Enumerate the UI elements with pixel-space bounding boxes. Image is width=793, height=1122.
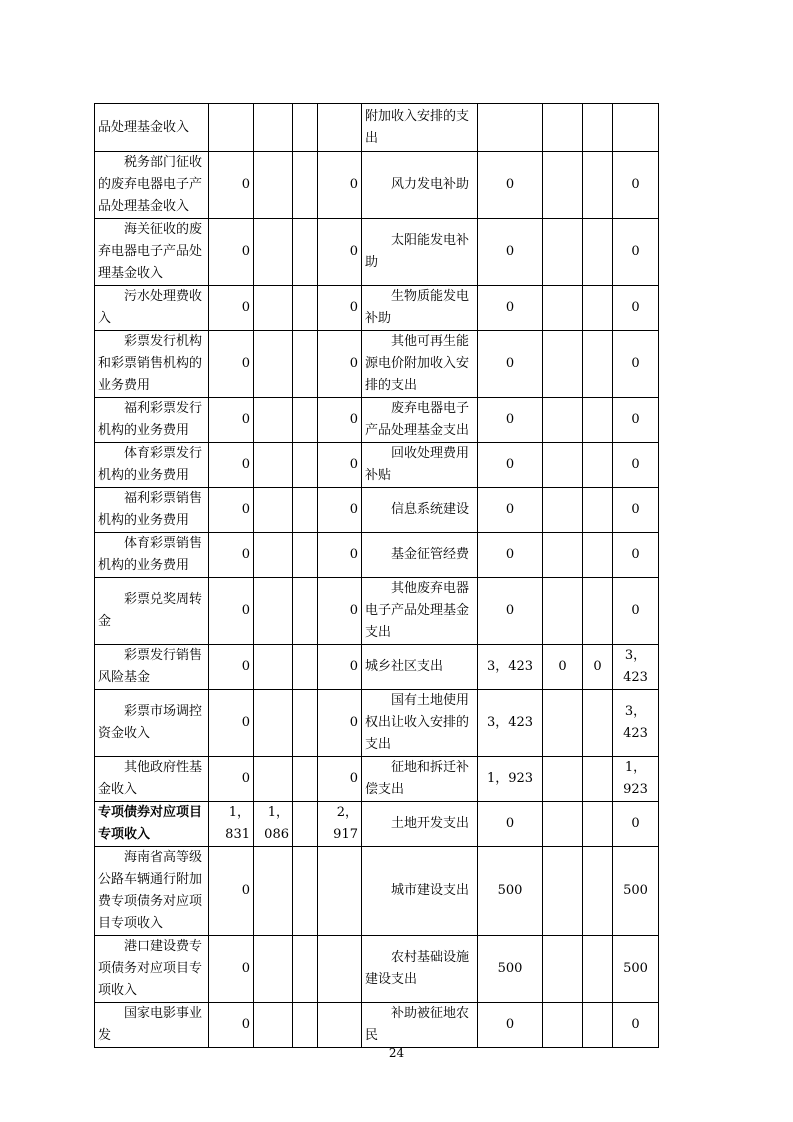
right-value-cell <box>543 104 583 152</box>
left-value-cell <box>293 936 318 1003</box>
left-value-cell <box>254 104 293 152</box>
left-value-cell <box>293 533 318 578</box>
left-value-cell: 0 <box>209 690 254 757</box>
left-value-cell <box>254 645 293 690</box>
left-value-cell: 0 <box>209 757 254 802</box>
right-value-cell <box>583 936 613 1003</box>
left-label-cell: 专项债券对应项目专项收入 <box>95 802 209 847</box>
right-value-cell <box>583 398 613 443</box>
right-value-cell: 3，423 <box>478 690 543 757</box>
left-value-cell: 0 <box>318 219 362 286</box>
table-row <box>95 398 659 443</box>
left-value-cell <box>209 104 254 152</box>
left-label-cell: 福利彩票发行机构的业务费用 <box>95 398 209 443</box>
left-label-cell: 体育彩票销售机构的业务费用 <box>95 533 209 578</box>
table-row <box>95 331 659 398</box>
left-value-cell: 0 <box>318 757 362 802</box>
right-label-cell: 风力发电补助 <box>362 152 478 219</box>
table-row <box>95 1003 659 1048</box>
left-value-cell <box>293 645 318 690</box>
right-value-cell: 0 <box>478 488 543 533</box>
table-row <box>95 802 659 847</box>
right-label-cell: 附加收入安排的支出 <box>362 104 478 152</box>
left-value-cell: 0 <box>209 847 254 936</box>
right-value-cell: 0 <box>613 802 659 847</box>
left-value-cell <box>293 847 318 936</box>
left-value-cell: 1，086 <box>254 802 293 847</box>
right-value-cell: 0 <box>613 219 659 286</box>
right-label-cell: 国有土地使用权出让收入安排的支出 <box>362 690 478 757</box>
left-value-cell: 0 <box>209 936 254 1003</box>
right-value-cell: 0 <box>613 286 659 331</box>
left-value-cell <box>254 219 293 286</box>
right-value-cell <box>583 690 613 757</box>
right-label-cell: 回收处理费用补贴 <box>362 443 478 488</box>
right-value-cell: 500 <box>478 847 543 936</box>
left-value-cell <box>293 802 318 847</box>
left-value-cell: 0 <box>209 219 254 286</box>
left-label-cell: 福利彩票销售机构的业务费用 <box>95 488 209 533</box>
right-value-cell: 0 <box>543 645 583 690</box>
right-label-cell: 补助被征地农民 <box>362 1003 478 1048</box>
left-value-cell <box>318 104 362 152</box>
right-value-cell: 0 <box>583 645 613 690</box>
table-row <box>95 757 659 802</box>
right-label-cell: 土地开发支出 <box>362 802 478 847</box>
left-value-cell <box>318 847 362 936</box>
table-row <box>95 533 659 578</box>
right-value-cell <box>543 488 583 533</box>
right-value-cell: 500 <box>478 936 543 1003</box>
left-value-cell: 0 <box>318 398 362 443</box>
right-label-cell: 太阳能发电补助 <box>362 219 478 286</box>
fund-budget-table <box>94 103 659 1048</box>
left-label-cell: 其他政府性基金收入 <box>95 757 209 802</box>
left-value-cell: 0 <box>209 398 254 443</box>
table-row <box>95 488 659 533</box>
right-value-cell: 0 <box>613 488 659 533</box>
left-value-cell <box>293 398 318 443</box>
right-value-cell <box>543 578 583 645</box>
left-value-cell: 0 <box>209 645 254 690</box>
left-value-cell: 0 <box>318 690 362 757</box>
right-value-cell <box>543 152 583 219</box>
right-value-cell: 3，423 <box>478 645 543 690</box>
left-value-cell <box>254 533 293 578</box>
right-value-cell: 0 <box>478 152 543 219</box>
left-value-cell <box>254 1003 293 1048</box>
left-value-cell <box>293 488 318 533</box>
right-value-cell: 0 <box>613 152 659 219</box>
right-value-cell <box>613 104 659 152</box>
right-value-cell: 0 <box>478 578 543 645</box>
right-label-cell: 生物质能发电补助 <box>362 286 478 331</box>
left-value-cell: 1，831 <box>209 802 254 847</box>
right-value-cell <box>543 286 583 331</box>
right-value-cell <box>583 757 613 802</box>
right-value-cell <box>583 847 613 936</box>
left-value-cell: 0 <box>318 152 362 219</box>
table-row <box>95 443 659 488</box>
right-value-cell <box>478 104 543 152</box>
right-value-cell: 0 <box>478 286 543 331</box>
left-label-cell: 国家电影事业发 <box>95 1003 209 1048</box>
left-value-cell <box>254 331 293 398</box>
right-value-cell <box>543 936 583 1003</box>
right-value-cell <box>543 533 583 578</box>
left-value-cell: 0 <box>209 331 254 398</box>
right-value-cell <box>583 443 613 488</box>
table-row <box>95 936 659 1003</box>
right-label-cell: 农村基础设施建设支出 <box>362 936 478 1003</box>
left-value-cell <box>293 690 318 757</box>
right-value-cell <box>583 331 613 398</box>
left-value-cell <box>254 443 293 488</box>
left-value-cell <box>254 152 293 219</box>
left-value-cell: 0 <box>318 488 362 533</box>
right-value-cell: 0 <box>478 443 543 488</box>
right-value-cell <box>583 152 613 219</box>
left-label-cell: 海南省高等级公路车辆通行附加费专项债务对应项目专项收入 <box>95 847 209 936</box>
left-value-cell <box>293 757 318 802</box>
right-value-cell <box>543 757 583 802</box>
right-label-cell: 城市建设支出 <box>362 847 478 936</box>
right-value-cell: 1，923 <box>478 757 543 802</box>
right-value-cell: 0 <box>478 802 543 847</box>
left-label-cell: 港口建设费专项债务对应项目专项收入 <box>95 936 209 1003</box>
table-row <box>95 104 659 152</box>
left-value-cell: 0 <box>318 286 362 331</box>
left-value-cell: 0 <box>209 533 254 578</box>
left-value-cell: 0 <box>318 533 362 578</box>
left-value-cell: 0 <box>318 645 362 690</box>
table-row <box>95 847 659 936</box>
right-value-cell <box>543 398 583 443</box>
right-value-cell <box>583 488 613 533</box>
left-label-cell: 彩票发行销售风险基金 <box>95 645 209 690</box>
left-value-cell <box>293 219 318 286</box>
left-label-cell: 污水处理费收入 <box>95 286 209 331</box>
left-label-cell: 彩票市场调控资金收入 <box>95 690 209 757</box>
right-label-cell: 其他废弃电器电子产品处理基金支出 <box>362 578 478 645</box>
table-row <box>95 578 659 645</box>
left-value-cell <box>254 690 293 757</box>
left-value-cell <box>254 578 293 645</box>
left-label-cell: 体育彩票发行机构的业务费用 <box>95 443 209 488</box>
right-value-cell: 0 <box>613 443 659 488</box>
left-label-cell: 品处理基金收入 <box>95 104 209 152</box>
right-value-cell <box>543 847 583 936</box>
right-value-cell <box>583 219 613 286</box>
left-value-cell <box>293 1003 318 1048</box>
right-value-cell <box>543 443 583 488</box>
right-value-cell: 0 <box>613 398 659 443</box>
right-value-cell: 0 <box>478 219 543 286</box>
left-value-cell: 0 <box>209 443 254 488</box>
left-value-cell: 0 <box>209 152 254 219</box>
right-value-cell: 0 <box>613 331 659 398</box>
left-value-cell: 0 <box>318 443 362 488</box>
left-value-cell: 0 <box>318 331 362 398</box>
right-value-cell <box>543 219 583 286</box>
right-label-cell: 基金征管经费 <box>362 533 478 578</box>
table-row <box>95 219 659 286</box>
left-label-cell: 税务部门征收的废弃电器电子产品处理基金收入 <box>95 152 209 219</box>
right-value-cell <box>543 802 583 847</box>
right-value-cell <box>583 104 613 152</box>
left-value-cell: 2，917 <box>318 802 362 847</box>
left-value-cell: 0 <box>209 286 254 331</box>
right-value-cell <box>543 331 583 398</box>
right-value-cell: 0 <box>478 331 543 398</box>
left-value-cell: 0 <box>209 488 254 533</box>
left-value-cell <box>318 936 362 1003</box>
left-value-cell <box>318 1003 362 1048</box>
left-value-cell <box>254 488 293 533</box>
left-label-cell: 海关征收的废弃电器电子产品处理基金收入 <box>95 219 209 286</box>
left-value-cell <box>254 757 293 802</box>
right-value-cell <box>583 578 613 645</box>
page-number: 24 <box>388 1046 405 1060</box>
right-value-cell <box>583 286 613 331</box>
left-value-cell: 0 <box>209 578 254 645</box>
right-value-cell <box>583 1003 613 1048</box>
right-value-cell <box>543 1003 583 1048</box>
right-label-cell: 其他可再生能源电价附加收入安排的支出 <box>362 331 478 398</box>
left-value-cell <box>293 443 318 488</box>
left-value-cell <box>293 152 318 219</box>
right-value-cell: 0 <box>613 533 659 578</box>
left-value-cell <box>254 936 293 1003</box>
left-value-cell <box>293 578 318 645</box>
right-value-cell: 500 <box>613 936 659 1003</box>
table-row <box>95 286 659 331</box>
right-value-cell <box>543 690 583 757</box>
right-value-cell: 0 <box>478 533 543 578</box>
right-value-cell: 1，923 <box>613 757 659 802</box>
right-value-cell: 3，423 <box>613 645 659 690</box>
left-value-cell <box>254 847 293 936</box>
table-row <box>95 690 659 757</box>
right-value-cell: 0 <box>613 578 659 645</box>
right-value-cell: 0 <box>613 1003 659 1048</box>
left-value-cell <box>293 286 318 331</box>
left-value-cell <box>293 331 318 398</box>
left-value-cell <box>254 398 293 443</box>
left-label-cell: 彩票发行机构和彩票销售机构的业务费用 <box>95 331 209 398</box>
right-label-cell: 废弃电器电子产品处理基金支出 <box>362 398 478 443</box>
right-label-cell: 城乡社区支出 <box>362 645 478 690</box>
right-value-cell: 500 <box>613 847 659 936</box>
left-value-cell: 0 <box>209 1003 254 1048</box>
left-label-cell: 彩票兑奖周转金 <box>95 578 209 645</box>
right-label-cell: 信息系统建设 <box>362 488 478 533</box>
left-value-cell <box>293 104 318 152</box>
left-value-cell <box>254 286 293 331</box>
right-value-cell: 0 <box>478 1003 543 1048</box>
right-label-cell: 征地和拆迁补偿支出 <box>362 757 478 802</box>
table-row <box>95 152 659 219</box>
right-value-cell <box>583 533 613 578</box>
right-value-cell <box>583 802 613 847</box>
right-value-cell: 0 <box>478 398 543 443</box>
left-value-cell: 0 <box>318 578 362 645</box>
table-row <box>95 645 659 690</box>
right-value-cell: 3，423 <box>613 690 659 757</box>
